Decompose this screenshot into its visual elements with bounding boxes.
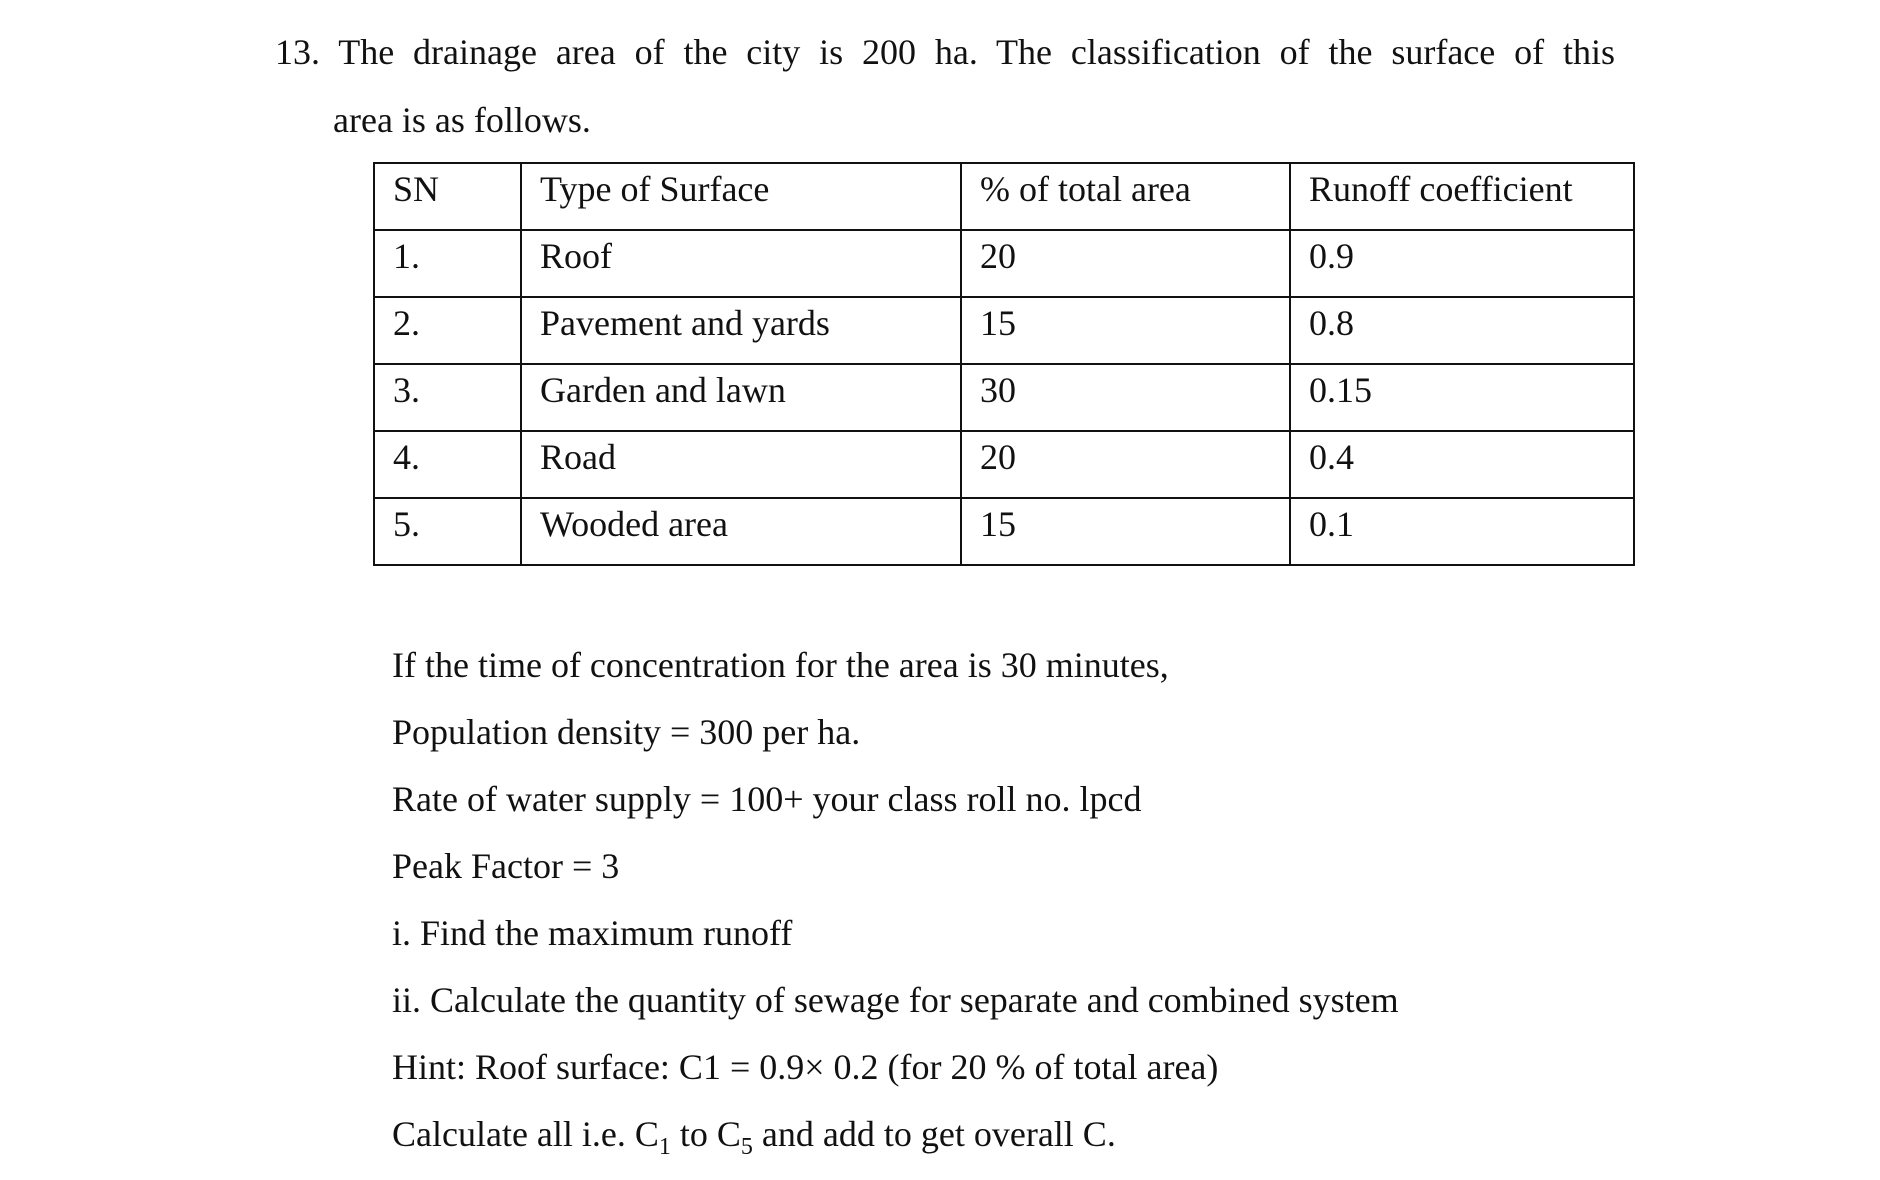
cell-sn: 5. (374, 498, 521, 565)
header-sn: SN (374, 163, 521, 230)
surface-classification-table (373, 162, 1635, 566)
calc-mid: to C (670, 1114, 741, 1154)
cell-sn: 3. (374, 364, 521, 431)
cell-runoff-coefficient: 0.8 (1290, 297, 1634, 364)
water-supply-text: Rate of water supply = 100+ your class roll no. lpcd (392, 779, 1142, 819)
table-row (374, 431, 1634, 498)
cell-percent-area: 20 (961, 230, 1290, 297)
calc-prefix: Calculate all i.e. C (392, 1114, 659, 1154)
table-row (374, 498, 1634, 565)
task-i-text: i. Find the maximum runoff (392, 913, 793, 953)
cell-surface-type: Road (521, 431, 961, 498)
calculate-all-text (392, 1109, 1399, 1176)
calc-subscript-5: 5 (740, 1134, 753, 1161)
hint-text: Hint: Roof surface: C1 = 0.9× 0.2 (for 20 % of total area) (392, 1047, 1219, 1087)
cell-surface-type: Pavement and yards (521, 297, 961, 364)
table-row (374, 230, 1634, 297)
cell-runoff-coefficient: 0.9 (1290, 230, 1634, 297)
table-row (374, 364, 1634, 431)
calc-subscript-1: 1 (658, 1134, 671, 1161)
header-percent-total-area: % of total area (961, 163, 1290, 230)
cell-percent-area: 15 (961, 297, 1290, 364)
question-text-line-1: 13. The drainage area of the city is 200 ha. The classification of the surface of this (275, 32, 1615, 72)
cell-sn: 1. (374, 230, 521, 297)
calc-suffix: and add to get overall C. (752, 1114, 1116, 1154)
task-ii-text: ii. Calculate the quantity of sewage for separate and combined system (392, 980, 1399, 1020)
cell-percent-area: 15 (961, 498, 1290, 565)
cell-surface-type: Roof (521, 230, 961, 297)
table-header-row (374, 163, 1634, 230)
header-runoff-coefficient: Runoff coefficient (1290, 163, 1634, 230)
cell-percent-area: 20 (961, 431, 1290, 498)
problem-notes (392, 640, 1399, 1176)
header-type-of-surface: Type of Surface (521, 163, 961, 230)
population-density-text: Population density = 300 per ha. (392, 712, 861, 752)
cell-runoff-coefficient: 0.4 (1290, 431, 1634, 498)
peak-factor-text: Peak Factor = 3 (392, 846, 620, 886)
cell-sn: 4. (374, 431, 521, 498)
cell-runoff-coefficient: 0.15 (1290, 364, 1634, 431)
cell-surface-type: Wooded area (521, 498, 961, 565)
cell-percent-area: 30 (961, 364, 1290, 431)
table-row (374, 297, 1634, 364)
cell-surface-type: Garden and lawn (521, 364, 961, 431)
question-text-line-2: area is as follows. (333, 100, 591, 140)
time-of-concentration-text: If the time of concentration for the area is 30 minutes, (392, 645, 1169, 685)
cell-sn: 2. (374, 297, 521, 364)
cell-runoff-coefficient: 0.1 (1290, 498, 1634, 565)
